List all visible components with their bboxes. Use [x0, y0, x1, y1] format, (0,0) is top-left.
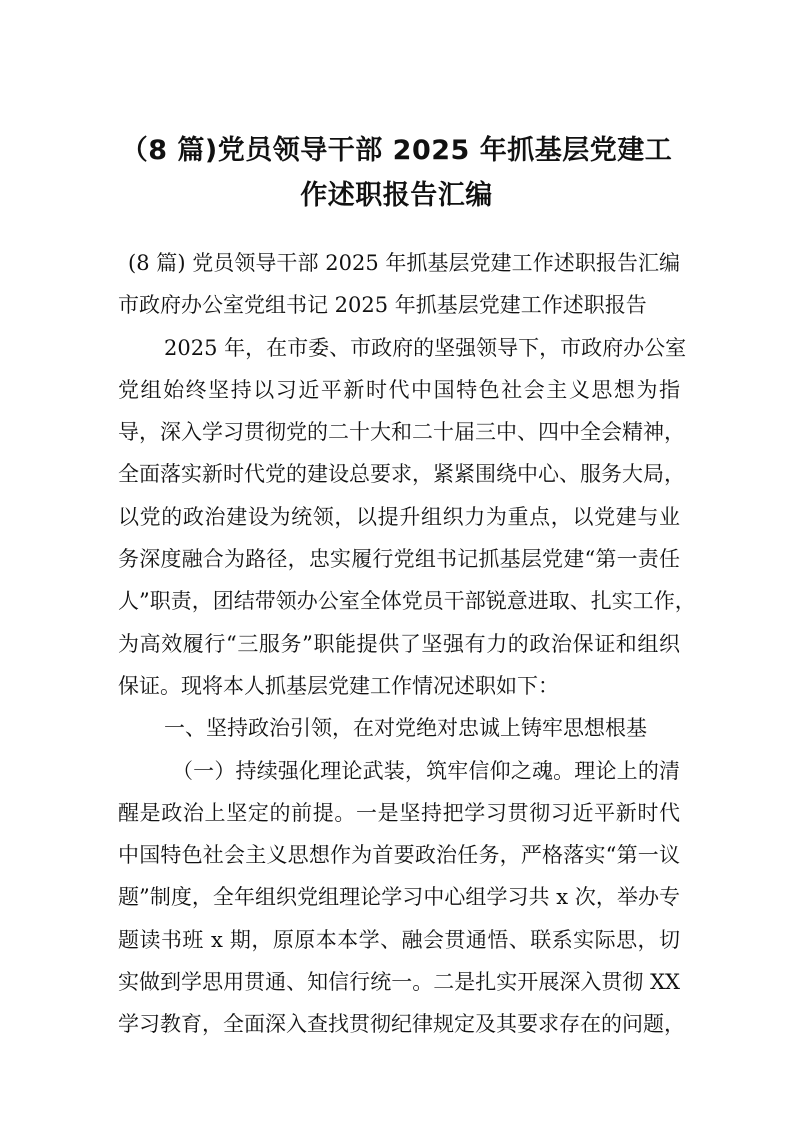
document-body: [118, 245, 696, 1049]
text-line: 党组始终坚持以习近平新时代中国特色社会主义思想为指: [118, 377, 680, 402]
text-line: 2025 年，在市委、市政府的坚强领导下，市政府办公室: [164, 335, 687, 360]
document-title-line-1: （8 篇)党员领导干部 2025 年抓基层党建工: [120, 135, 673, 166]
text-line: 导，深入学习贯彻党的二十大和二十届三中、四中全会精神，: [118, 420, 685, 445]
text-line: 全面落实新时代党的建设总要求，紧紧围绕中心、服务大局，: [118, 462, 685, 487]
text-line: 醒是政治上坚定的前提。一是坚持把学习贯彻习近平新时代: [118, 800, 680, 825]
text-line: 学习教育，全面深入查找贯彻纪律规定及其要求存在的问题，: [118, 1012, 685, 1037]
text-line: 保证。现将本人抓基层党建工作情况述职如下：: [118, 673, 559, 698]
section-heading: 一、坚持政治引领，在对党绝对忠诚上铸牢思想根基: [164, 716, 647, 741]
text-line: 人”职责，团结带领办公室全体党员干部锐意进取、扎实工作，: [118, 589, 696, 614]
text-line: 为高效履行“三服务”职能提供了坚强有力的政治保证和组织: [118, 631, 680, 656]
text-line: 题读书班 x 期，原原本本学、融会贯通悟、联系实际思，切: [118, 927, 680, 952]
text-line: 务深度融合为路径，忠实履行党组书记抓基层党建“第一责任: [118, 547, 680, 572]
subtitle-line: (8 篇) 党员领导干部 2025 年抓基层党建工作述职报告汇编: [128, 251, 680, 275]
report-heading: 市政府办公室党组书记 2025 年抓基层党建工作述职报告: [118, 293, 647, 318]
text-line: （一）持续强化理论武装，筑牢信仰之魂。理论上的清: [172, 758, 680, 783]
text-line: 以党的政治建设为统领，以提升组织力为重点，以党建与业: [118, 504, 680, 529]
text-line: 中国特色社会主义思想作为首要政治任务，严格落实“第一议: [118, 843, 680, 868]
text-line: 实做到学思用贯通、知信行统一。二是扎实开展深入贯彻 XX: [118, 970, 680, 995]
text-line: 题”制度，全年组织党组理论学习中心组学习共 x 次，举办专: [118, 885, 680, 910]
document-title-line-2: 作述职报告汇编: [300, 180, 493, 211]
